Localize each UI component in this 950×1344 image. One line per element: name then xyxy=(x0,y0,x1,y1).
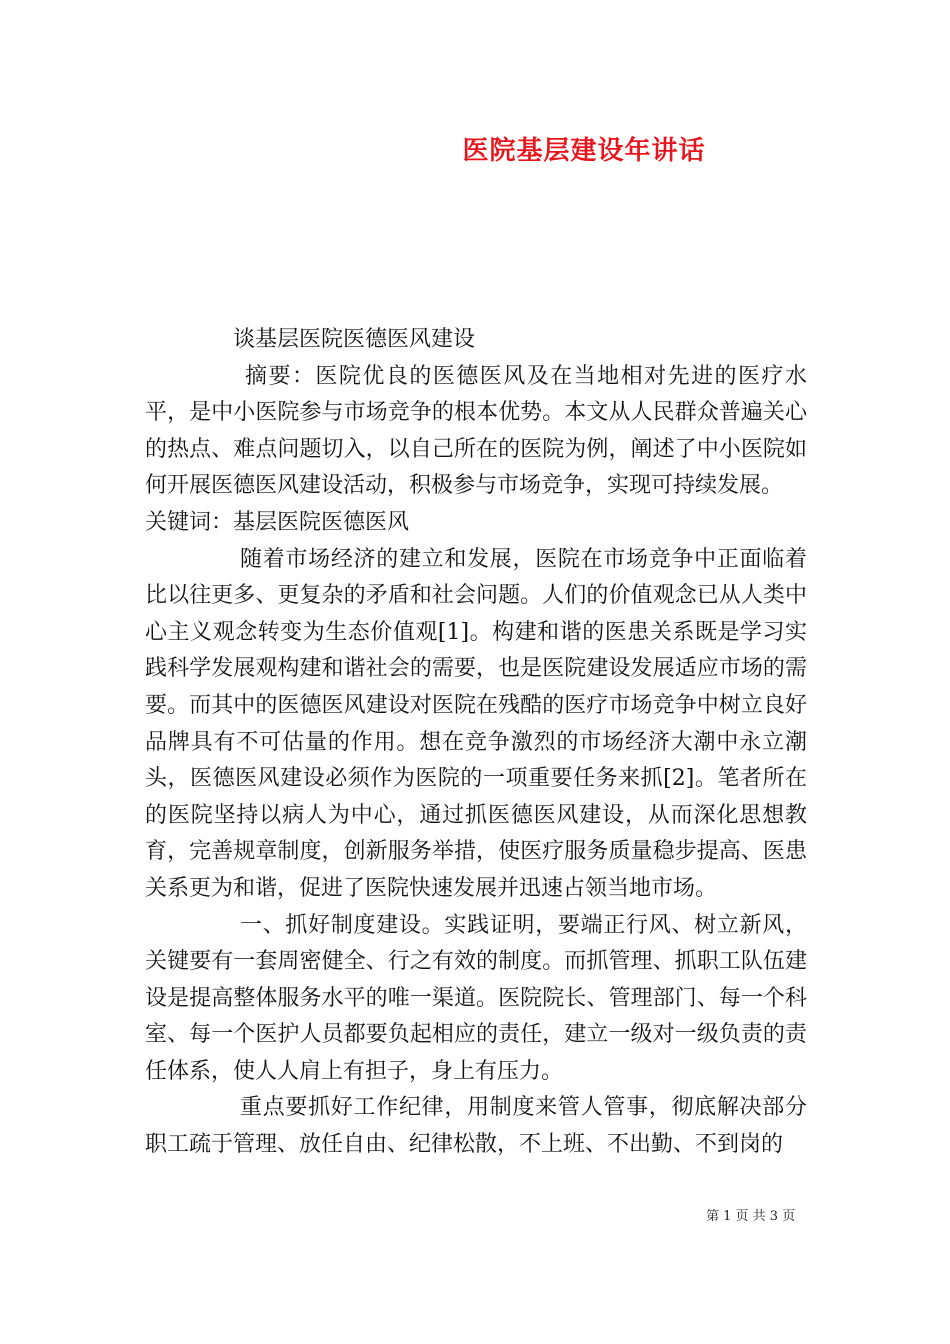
body-paragraph: 一、抓好制度建设。实践证明，要端正行风、树立新风，关键要有一套周密健全、行之有效的制度。而抓管理、抓职工队伍建设是提高整体服务水平的唯一渠道。医院院长、管理部门、每一个科室、每一个医护人员都要负起相应的责任，建立一级对一级负责的责任体系，使人人肩上有担子，身上有压力。 xyxy=(145,912,807,1084)
keywords-line: 关键词：基层医院医德医风 xyxy=(145,509,410,535)
abstract-paragraph: 摘要：医院优良的医德医风及在当地相对先进的医疗水平，是中小医院参与市场竞争的根本优势。本文从人民群众普遍关心的热点、难点问题切入，以自己所在的医院为例，阐述了中小医院如何开展医德医风建设活动，积极参与市场竞争，实现可持续发展。 xyxy=(145,363,807,499)
document-body xyxy=(145,322,807,1164)
body-paragraph: 重点要抓好工作纪律，用制度来管人管事，彻底解决部分职工疏于管理、放任自由、纪律松散，不上班、不出勤、不到岗的 xyxy=(145,1095,807,1158)
document-subtitle: 谈基层医院医德医风建设 xyxy=(233,327,476,352)
page-number-footer: 第 1 页 共 3 页 xyxy=(706,1209,796,1224)
document-title: 医院基层建设年讲话 xyxy=(462,136,706,166)
body-paragraph: 随着市场经济的建立和发展，医院在市场竞争中正面临着比以往更多、更复杂的矛盾和社会问题。人们的价值观念已从人类中心主义观念转变为生态价值观[1]。构建和谐的医患关系既是学习实践科学发展观构建和谐社会的需要，也是医院建设发展适应市场的需要。而其中的医德医风建设对医院在残酷的医疗市场竞争中树立良好品牌具有不可估量的作用。想在竞争激烈的市场经济大潮中永立潮头，医德医风建设必须作为医院的一项重要任务来抓[2]。笔者所在的医院坚持以病人为中心，通过抓医德医风建设，从而深化思想教育，完善规章制度，创新服务举措，使医疗服务质量稳步提高、医患关系更为和谐，促进了医院快速发展并迅速占领当地市场。 xyxy=(145,546,807,901)
